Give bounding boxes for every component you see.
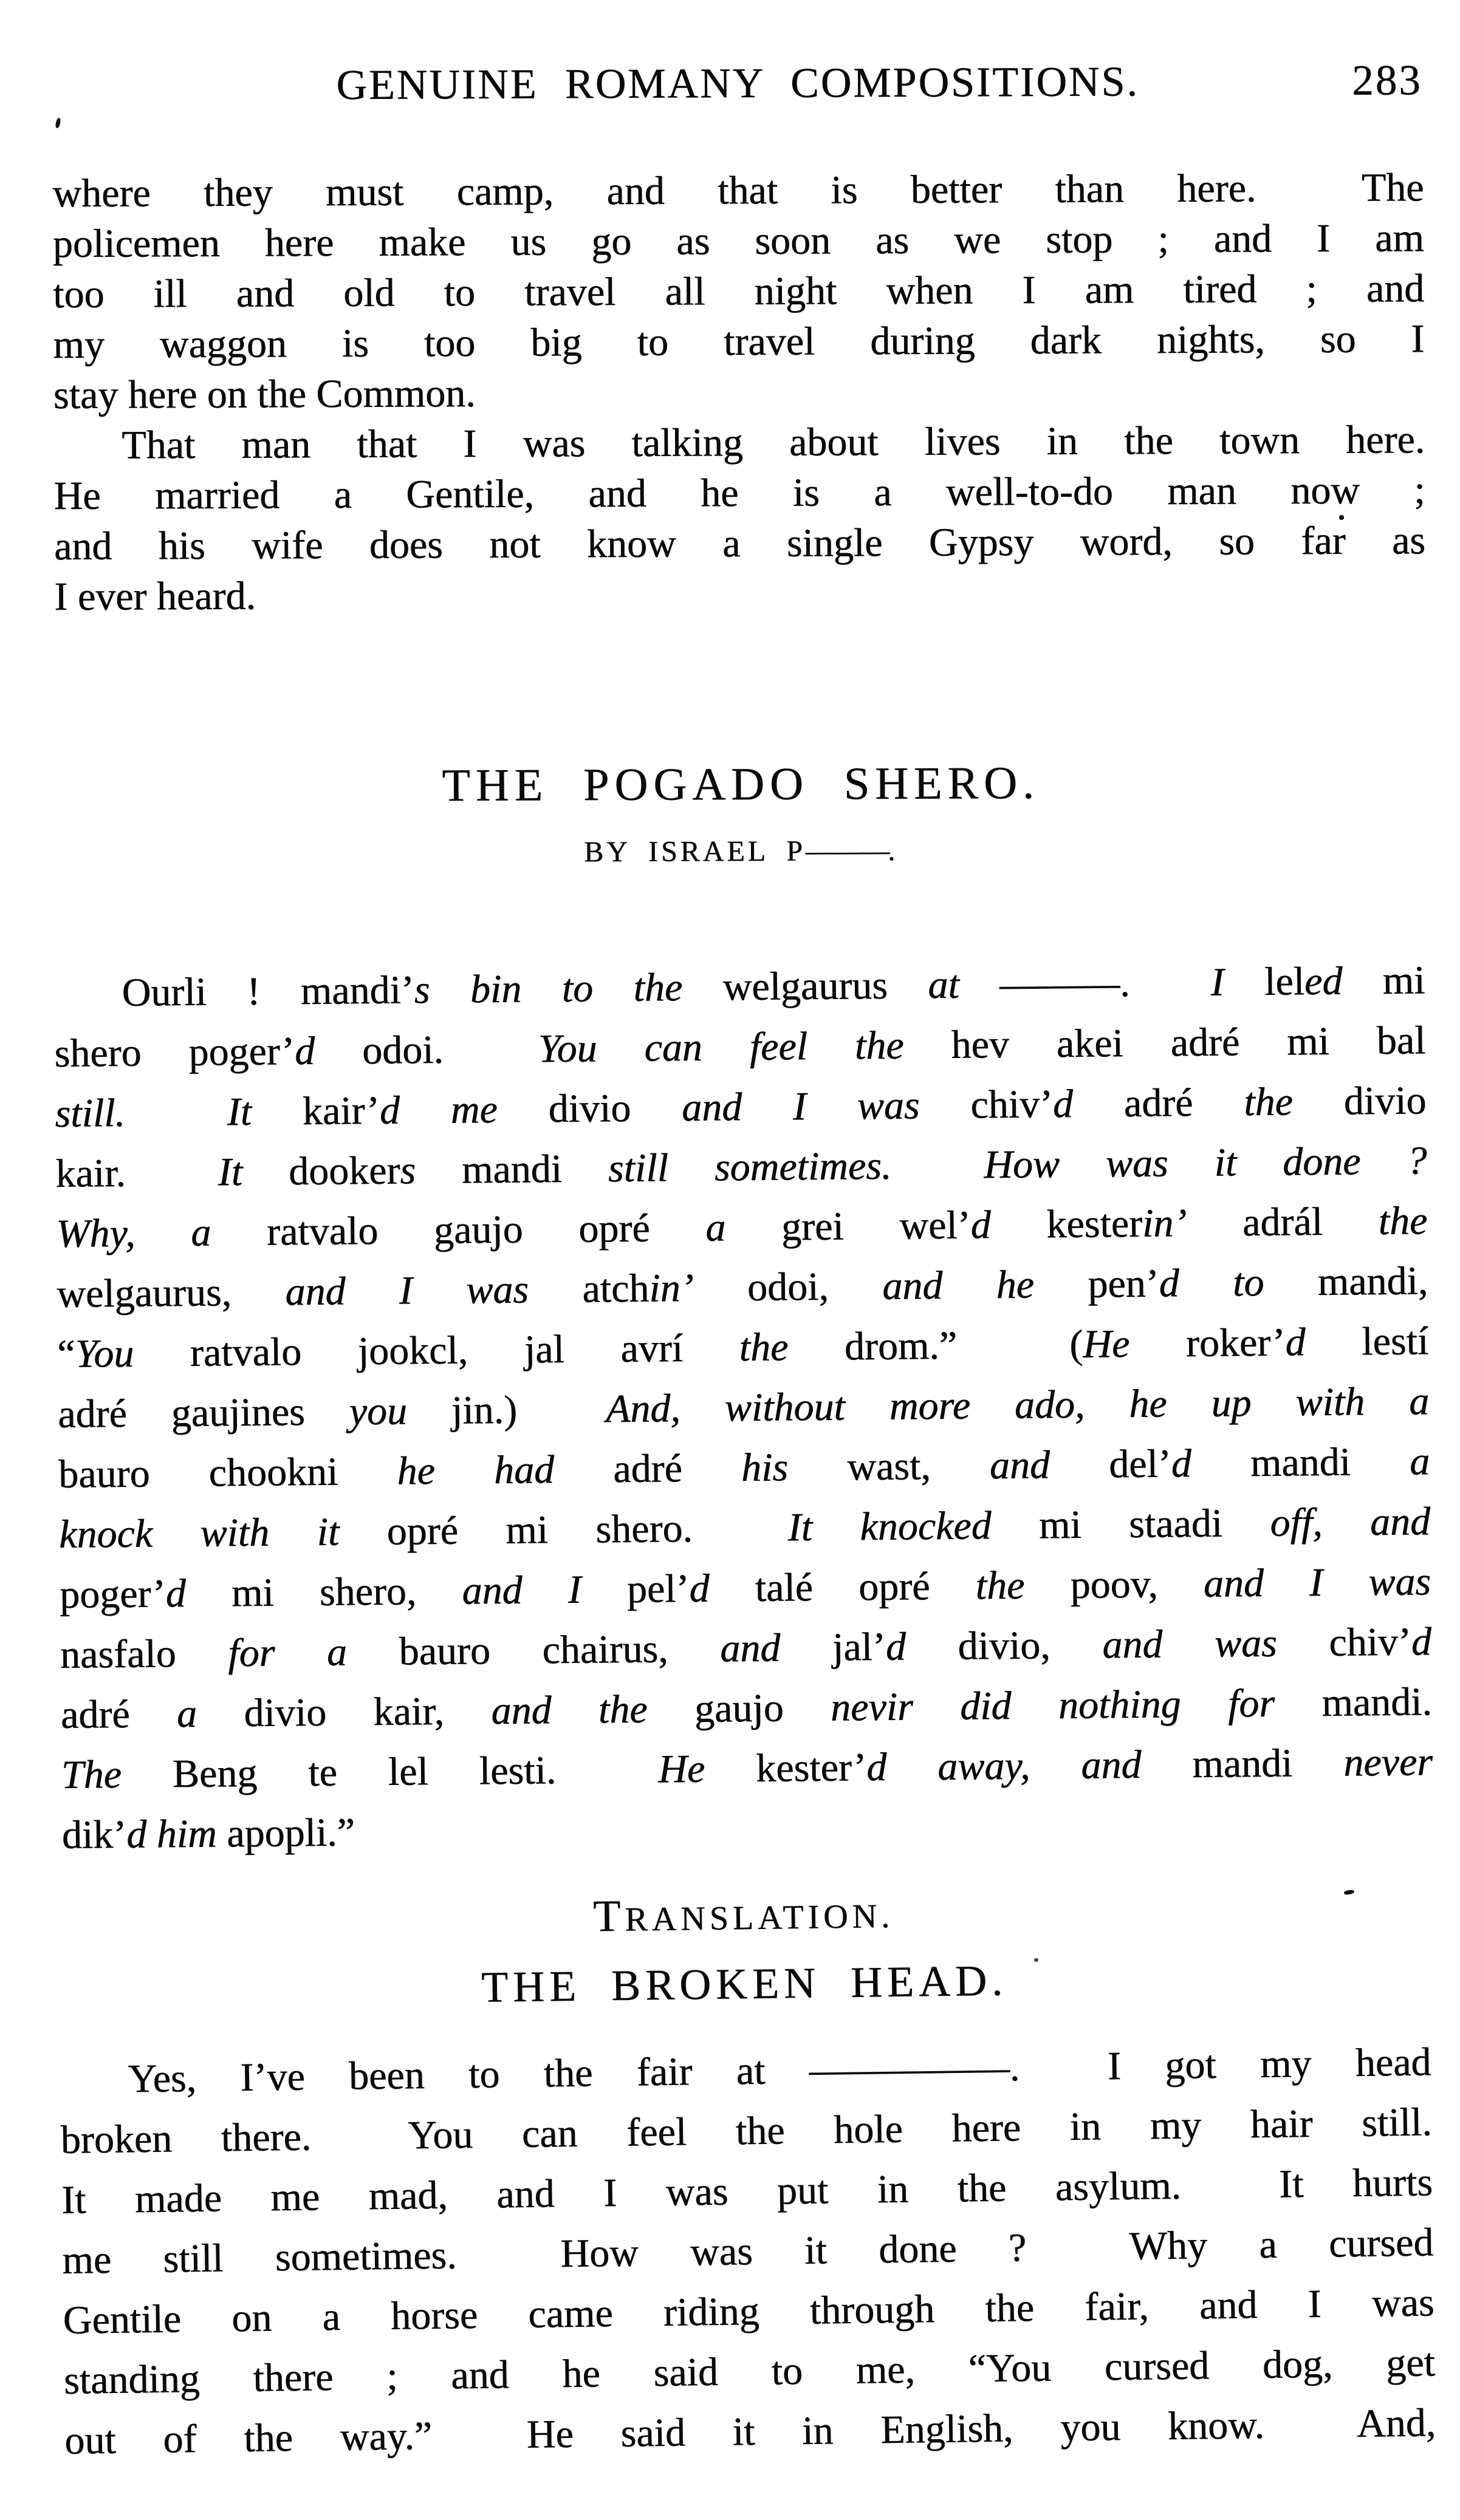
text-line [52, 162, 1424, 219]
text-segment: mandi. [1274, 1679, 1433, 1726]
text-segment: shero poger’ [54, 1029, 295, 1076]
text-segment: mandi, [1263, 1258, 1428, 1305]
text-segment [125, 1090, 227, 1135]
italic-segment: the [975, 1563, 1025, 1608]
text-segment: apopli.” [216, 1810, 355, 1856]
italic-segment: his [741, 1445, 789, 1490]
text-segment: Gentile on a horse came riding through the fair, and I was [63, 2280, 1434, 2343]
text-segment: me still sometimes. How was it done ? Why a cursed [61, 2220, 1434, 2283]
text-segment: ratvalo jookcl, jal avrí [133, 1325, 739, 1376]
italic-segment: d [1171, 1441, 1192, 1486]
text-segment: pen’ [1033, 1261, 1159, 1307]
italic-segment: s [399, 1148, 416, 1193]
text-segment: Yes, I’ve been to the fair at —————. I got my head [127, 2040, 1431, 2102]
text-segment: my waggon is too big to travel during dark nights, so I [53, 316, 1425, 367]
italic-segment: And, without more ado, he up with a [605, 1379, 1430, 1432]
italic-segment: for a [227, 1630, 348, 1676]
italic-segment: in’ [1142, 1200, 1187, 1246]
paragraph-romany-story [53, 950, 1433, 1865]
italic-segment: and I [462, 1567, 581, 1613]
text-segment: mandi [1191, 1439, 1410, 1486]
italic-segment: still sometimes. [608, 1143, 892, 1191]
text-segment: too ill and old to travel all night when I am tired ; and [52, 266, 1425, 316]
byline-period: . [888, 834, 899, 867]
italic-segment: You [75, 1331, 134, 1376]
romany-section [53, 950, 1433, 1865]
italic-segment: a [1409, 1439, 1430, 1484]
text-segment: wast, [787, 1443, 990, 1490]
italic-segment: d away, and [866, 1742, 1142, 1790]
text-segment: divio [497, 1085, 682, 1132]
italic-segment: knock with it [58, 1509, 340, 1557]
text-segment: drom.” ( [787, 1322, 1083, 1370]
text-segment: It made me mad, and I was put in the asylum. It hurts [61, 2160, 1433, 2222]
italic-segment: and he [882, 1262, 1035, 1308]
italic-segment: and the [491, 1687, 648, 1733]
text-segment: poov, [1024, 1561, 1204, 1608]
italic-segment: a [176, 1691, 197, 1736]
italic-segment: and [719, 1625, 781, 1671]
italic-segment: Why, a [55, 1210, 211, 1256]
italic-segment: It [218, 1149, 243, 1195]
text-segment: “ [57, 1331, 75, 1376]
italic-segment: d him [126, 1811, 217, 1857]
translation-title: THE BROKEN HEAD. [481, 1956, 1008, 2012]
text-segment: standing there ; and he said to me, “You cursed dog, get [63, 2340, 1436, 2403]
text-segment: odoi. [314, 1026, 539, 1073]
text-line [53, 213, 1424, 269]
text-segment: chiv’ [1277, 1619, 1412, 1665]
text-segment: adrál [1186, 1198, 1379, 1245]
byline-dash: ——— [805, 834, 888, 867]
text-segment: broken there. You can feel the hole here in my hair still. [60, 2100, 1433, 2162]
italic-segment: d [1052, 1081, 1074, 1127]
paragraph-translation [60, 2032, 1436, 2470]
translation-label-initial: T [592, 1891, 625, 1942]
italic-segment: nevir did nothing for [830, 1681, 1275, 1730]
text-segment: gaujo [647, 1685, 831, 1732]
text-segment [891, 1142, 984, 1187]
byline-text: BY ISRAEL P [583, 835, 806, 869]
italic-segment: The [61, 1752, 122, 1797]
text-segment: He married a Gentile, and he is a well-to-do man now ; [53, 468, 1425, 518]
text-segment: jin.) [406, 1387, 606, 1433]
italic-segment: How was it done ? [983, 1138, 1427, 1187]
italic-segment: I [1210, 960, 1224, 1005]
text-segment: Beng te lel lesti. [121, 1747, 659, 1797]
text-segment: grei wel’ [725, 1203, 971, 1250]
text-segment: ratvalo gaujo opré [210, 1205, 706, 1255]
text-segment: mi [1342, 958, 1425, 1003]
text-segment: roker’ [1129, 1320, 1286, 1366]
text-segment: odoi, [693, 1263, 883, 1310]
text-line [53, 465, 1425, 521]
text-segment: opré mi shero. [338, 1505, 788, 1554]
running-head: GENUINE ROMANY COMPOSITIONS. [336, 58, 1139, 109]
text-line [53, 313, 1424, 370]
italic-segment: you [349, 1388, 408, 1434]
text-segment: kester [990, 1201, 1143, 1248]
italic-segment: d to [1159, 1260, 1264, 1306]
italic-segment: at [927, 962, 959, 1008]
italic-segment: a [705, 1205, 726, 1250]
italic-segment: never [1343, 1740, 1433, 1785]
text-segment: where they must camp, and that is better than here. The [52, 165, 1424, 216]
italic-segment: You can feel the [538, 1023, 904, 1071]
italic-segment: the [1378, 1198, 1428, 1243]
italic-segment: the [739, 1325, 789, 1370]
paragraph-town-man [53, 414, 1425, 622]
text-segment: divio, [905, 1622, 1103, 1669]
text-segment: adré gaujines [57, 1389, 349, 1436]
paragraph-camp [52, 162, 1425, 420]
text-segment: hev akei adré mi bal [903, 1018, 1426, 1068]
text-segment: dik’ [61, 1812, 127, 1857]
text-segment: divio [1292, 1078, 1427, 1124]
story-title: THE POGADO SHERO. [442, 757, 1040, 811]
text-segment: stay here on the Common. [53, 370, 476, 417]
italic-segment: d [885, 1624, 907, 1669]
italic-segment: and I was [1203, 1559, 1431, 1606]
text-segment: kair’ [251, 1088, 380, 1134]
text-segment: policemen here make us go as soon as we stop ; and I am [52, 216, 1424, 266]
text-segment: ———. [959, 960, 1211, 1007]
text-segment: lel [1224, 959, 1305, 1005]
text-line [61, 1792, 1433, 1865]
italic-segment: and I was [681, 1083, 920, 1130]
italic-segment: and [989, 1443, 1050, 1488]
text-segment: pel’ [581, 1566, 690, 1612]
text-segment: bauro chookni [58, 1449, 397, 1497]
text-segment: adré [553, 1446, 742, 1492]
text-segment: jal’ [780, 1624, 886, 1670]
text-segment: welgaurus, [56, 1269, 286, 1316]
text-segment: divio kair, [196, 1688, 492, 1736]
italic-segment: It [227, 1089, 252, 1135]
text-segment: adré [1072, 1080, 1244, 1126]
text-line [54, 515, 1425, 572]
page-number: 283 [1351, 56, 1422, 104]
text-segment: and his wife does not know a single Gypsy word, so far as [53, 518, 1426, 569]
italic-segment: d [1285, 1320, 1306, 1365]
text-segment: nasfalo [60, 1631, 228, 1677]
text-segment: poger’ [59, 1571, 166, 1617]
text-segment: mi shero, [185, 1568, 462, 1616]
text-segment: talé opré [709, 1563, 976, 1611]
italic-segment: It knocked [787, 1503, 992, 1550]
text-segment: kair. [55, 1150, 219, 1196]
text-segment: bauro chairus, [346, 1626, 721, 1675]
translation-label-rest: RANSLATION. [624, 1897, 894, 1939]
text-segment: mi staadi [991, 1500, 1270, 1548]
italic-segment: and was [1102, 1620, 1277, 1667]
text-line [53, 414, 1425, 471]
italic-segment: in’ [648, 1265, 694, 1311]
text-segment: mandi [415, 1146, 609, 1193]
text-segment: kester’ [704, 1745, 867, 1791]
page-text [52, 0, 1434, 2465]
text-segment: lestí [1305, 1319, 1429, 1365]
text-segment: Ourli ! mandi’ [122, 968, 415, 1015]
text-segment: That man that I was talking about lives in the town here. [122, 417, 1425, 468]
italic-segment: d [689, 1566, 710, 1611]
italic-segment: d [970, 1203, 991, 1248]
text-segment: welgaurus [682, 963, 928, 1009]
text-segment: dooker [242, 1148, 400, 1194]
byline [55, 830, 1427, 873]
text-segment: adré [60, 1691, 177, 1737]
italic-segment: s bin to the [414, 965, 683, 1012]
italic-segment: d [1411, 1619, 1432, 1664]
italic-segment: d [294, 1028, 315, 1074]
italic-segment: d [165, 1571, 187, 1616]
page-header [52, 55, 1423, 112]
italic-segment: he had [397, 1447, 555, 1494]
italic-segment: He [1082, 1321, 1130, 1367]
text-segment: out of the way.” He said it in English, you know. And, [64, 2400, 1436, 2463]
text-line [53, 263, 1424, 319]
text-segment: chiv’ [919, 1082, 1054, 1128]
text-segment: del’ [1049, 1441, 1172, 1487]
italic-segment: d me [379, 1087, 498, 1133]
text-segment: I ever heard. [54, 573, 256, 619]
text-segment: atch [528, 1266, 649, 1312]
text-line [53, 364, 1425, 420]
translation-section [58, 1881, 1436, 2470]
italic-segment: ed [1304, 958, 1343, 1004]
translation-label [58, 1881, 1430, 1951]
italic-segment: He [657, 1746, 705, 1792]
text-line [54, 565, 1425, 622]
italic-segment: and I was [285, 1267, 529, 1314]
italic-segment: still. [55, 1090, 126, 1136]
text-segment: mandi [1140, 1740, 1344, 1787]
italic-segment: the [1243, 1079, 1294, 1125]
italic-segment: off, and [1270, 1499, 1431, 1545]
